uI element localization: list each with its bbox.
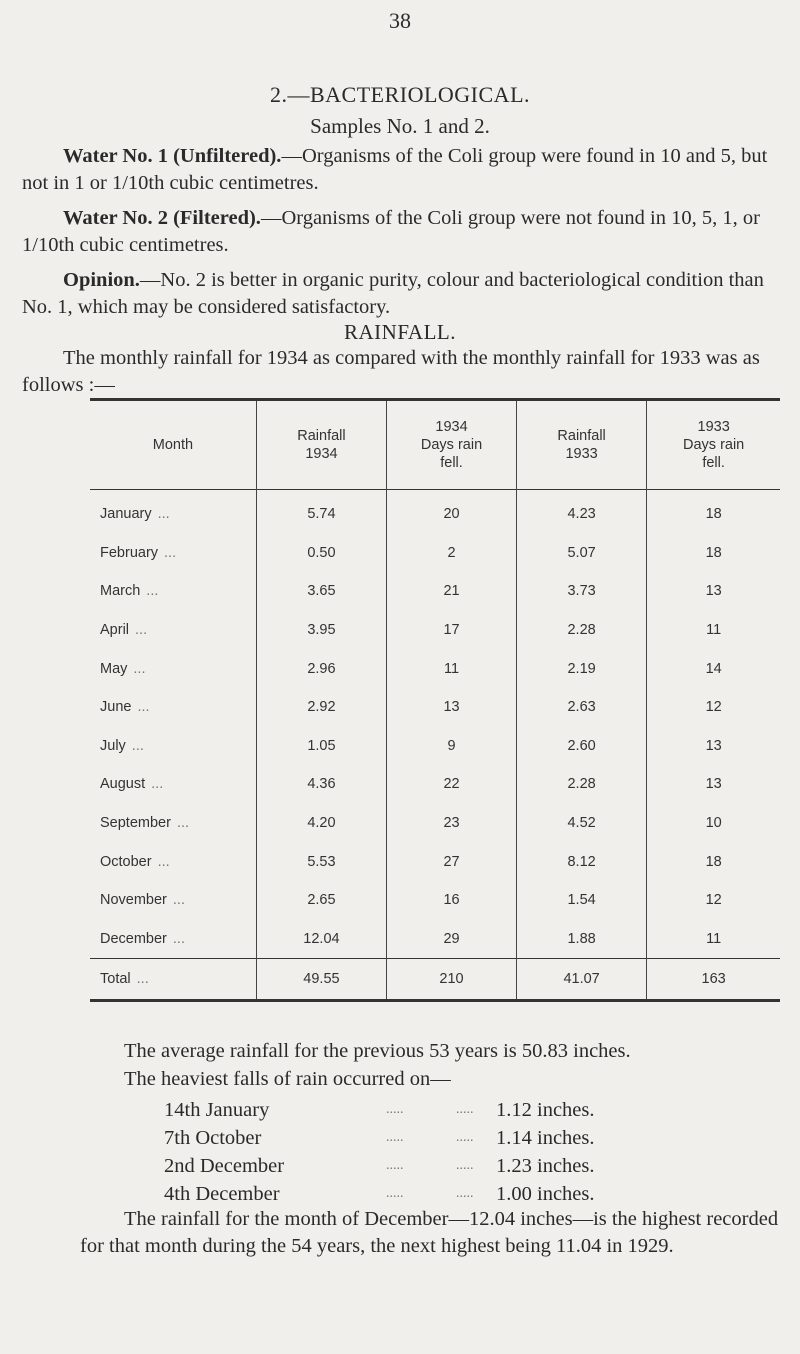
- days-1933: 12: [647, 881, 780, 920]
- month-name: November: [100, 892, 167, 909]
- table-row: [90, 490, 780, 534]
- days-1933: 13: [647, 572, 780, 611]
- row-month: [90, 881, 256, 920]
- days-1933: 12: [647, 688, 780, 727]
- rainfall-1934: 4.36: [256, 765, 386, 804]
- rainfall-1934: 5.53: [256, 842, 386, 881]
- table-row: [90, 572, 780, 611]
- opinion-paragraph: [22, 267, 788, 321]
- days-1934: 2: [387, 534, 517, 573]
- fall-date: 2nd December: [164, 1155, 285, 1177]
- rainfall-intro: [22, 345, 788, 399]
- rainfall-1934: 4.20: [256, 804, 386, 843]
- leader-dots: ...: [176, 815, 190, 832]
- leader-dots: .....: [386, 1130, 404, 1145]
- row-month: [90, 611, 256, 650]
- table-row: [90, 727, 780, 766]
- days-1933: 13: [647, 765, 780, 804]
- rainfall-1934: 12.04: [256, 920, 386, 959]
- leader-dots: ...: [164, 544, 177, 561]
- days-1934: 9: [387, 727, 517, 766]
- row-month: [90, 765, 256, 804]
- month-name: September: [100, 815, 171, 832]
- leader-dots: ...: [172, 930, 185, 947]
- total-rainfall-1934: 49.55: [256, 959, 386, 1001]
- leader-dots: ...: [172, 892, 185, 909]
- leader-dots: ...: [135, 622, 148, 639]
- rainfall-table-container: [90, 398, 780, 1002]
- leader-dots: ...: [157, 853, 170, 870]
- month-name: December: [100, 930, 167, 947]
- total-label-text: Total: [100, 971, 131, 988]
- header-rainfall-1933: Rainfall 1933: [516, 400, 646, 490]
- fall-date: 14th January: [164, 1099, 270, 1121]
- rainfall-1933: 2.60: [516, 727, 646, 766]
- fall-value: 1.00 inches.: [496, 1183, 595, 1205]
- list-item: [164, 1152, 704, 1180]
- leader-dots: .....: [386, 1158, 404, 1173]
- days-1934: 29: [387, 920, 517, 959]
- days-1934: 21: [387, 572, 517, 611]
- days-1934: 11: [387, 649, 517, 688]
- days-1934: 17: [387, 611, 517, 650]
- days-1934: 20: [387, 490, 517, 534]
- list-item: [164, 1096, 704, 1124]
- rainfall-1933: 1.88: [516, 920, 646, 959]
- table-row: [90, 804, 780, 843]
- list-item: [164, 1124, 704, 1152]
- days-1933: 10: [647, 804, 780, 843]
- days-1933: 13: [647, 727, 780, 766]
- rainfall-1933: 8.12: [516, 842, 646, 881]
- table-row: [90, 534, 780, 573]
- rainfall-1934: 1.05: [256, 727, 386, 766]
- page-number: 38: [389, 8, 411, 33]
- list-item: [164, 1180, 704, 1208]
- leader-dots: ...: [146, 583, 159, 600]
- days-1934: 13: [387, 688, 517, 727]
- leader-dots: ...: [131, 737, 144, 754]
- rainfall-1934: 2.92: [256, 688, 386, 727]
- fall-date: 4th December: [164, 1183, 280, 1205]
- header-rainfall-1934: Rainfall 1934: [256, 400, 386, 490]
- table-body: [90, 490, 780, 959]
- leader-dots: .....: [456, 1158, 474, 1173]
- rainfall-table: [90, 398, 780, 1002]
- month-name: August: [100, 776, 146, 793]
- month-name: June: [100, 699, 132, 716]
- days-1934: 22: [387, 765, 517, 804]
- water-2-text: —Organisms of the Coli group were not found in 10, 5, 1, or 1/10th cubic centimetres.: [22, 207, 760, 256]
- table-header-row: [90, 400, 780, 490]
- rainfall-1934: 3.95: [256, 611, 386, 650]
- header-days-1934: 1934 Days rain fell.: [387, 400, 517, 490]
- row-month: [90, 804, 256, 843]
- rainfall-1933: 4.52: [516, 804, 646, 843]
- table-total-row: [90, 959, 780, 1001]
- table-row: [90, 611, 780, 650]
- days-1934: 27: [387, 842, 517, 881]
- average-rainfall-text: The average rainfall for the previous 53 years is 50.83 inches.: [124, 1040, 631, 1062]
- rainfall-1933: 1.54: [516, 881, 646, 920]
- total-days-1933: 163: [647, 959, 780, 1001]
- leader-dots: ...: [157, 506, 170, 523]
- header-days-1933: 1933 Days rain fell.: [647, 400, 780, 490]
- row-month: [90, 842, 256, 881]
- rainfall-1934: 2.65: [256, 881, 386, 920]
- rainfall-1934: 3.65: [256, 572, 386, 611]
- rainfall-1933: 3.73: [516, 572, 646, 611]
- rainfall-1933: 5.07: [516, 534, 646, 573]
- table-row: [90, 920, 780, 959]
- rainfall-title: RAINFALL.: [343, 320, 457, 344]
- total-rainfall-1933: 41.07: [516, 959, 646, 1001]
- rainfall-1934: 5.74: [256, 490, 386, 534]
- month-name: May: [100, 660, 128, 677]
- fall-value: 1.23 inches.: [496, 1155, 595, 1177]
- days-1933: 18: [647, 534, 780, 573]
- table-row: [90, 649, 780, 688]
- month-name: March: [100, 583, 141, 600]
- row-month: [90, 688, 256, 727]
- water-1-text: —Organisms of the Coli group were found in 10 and 5, but not in 1 or 1/10th cubic centimetres.: [22, 145, 768, 194]
- days-1933: 14: [647, 649, 780, 688]
- rainfall-1933: 2.28: [516, 611, 646, 650]
- fall-value: 1.14 inches.: [496, 1127, 595, 1149]
- opinion-label: Opinion.: [63, 269, 140, 291]
- table-row: [90, 842, 780, 881]
- water-1-paragraph: [22, 143, 788, 197]
- leader-dots: ...: [133, 660, 146, 677]
- rainfall-1933: 4.23: [516, 490, 646, 534]
- leader-dots: ...: [151, 776, 164, 793]
- month-name: October: [100, 853, 152, 870]
- leader-dots: .....: [386, 1186, 404, 1201]
- days-1933: 11: [647, 611, 780, 650]
- rainfall-1933: 2.28: [516, 765, 646, 804]
- table-row: [90, 765, 780, 804]
- leader-dots: ...: [137, 699, 150, 716]
- section-title: 2.—BACTERIOLOGICAL.: [269, 82, 531, 107]
- rainfall-1933: 2.19: [516, 649, 646, 688]
- row-month: [90, 572, 256, 611]
- leader-dots: ...: [136, 971, 149, 988]
- total-days-1934: 210: [387, 959, 517, 1001]
- month-name: July: [100, 737, 126, 754]
- row-month: [90, 727, 256, 766]
- rainfall-1934: 0.50: [256, 534, 386, 573]
- heaviest-falls-intro: The heaviest falls of rain occurred on—: [124, 1068, 451, 1090]
- rainfall-intro-text: The monthly rainfall for 1934 as compared with the monthly rainfall for 1933 was as follows :—: [22, 347, 760, 396]
- header-month: Month: [152, 437, 194, 453]
- month-name: February: [100, 544, 159, 561]
- fall-date: 7th October: [164, 1127, 262, 1149]
- rainfall-1934: 2.96: [256, 649, 386, 688]
- row-month: [90, 490, 256, 534]
- closing-paragraph: The rainfall for the month of December—12.04 inches—is the highest recorded for that month during the 54 years, the next highest being 11.04 in 1929.: [80, 1208, 779, 1257]
- opinion-text: —No. 2 is better in organic purity, colour and bacteriological condition than No. 1, which may be considered satisfactory.: [22, 269, 764, 318]
- days-1934: 23: [387, 804, 517, 843]
- month-name: April: [100, 622, 130, 639]
- month-name: January: [100, 506, 152, 523]
- fall-value: 1.12 inches.: [496, 1099, 595, 1121]
- table-row: [90, 881, 780, 920]
- row-month: [90, 534, 256, 573]
- water-1-label: Water No. 1 (Unfiltered).: [63, 145, 282, 167]
- days-1933: 11: [647, 920, 780, 959]
- heaviest-falls-list: [164, 1096, 704, 1208]
- days-1933: 18: [647, 842, 780, 881]
- samples-subtitle: Samples No. 1 and 2.: [310, 114, 490, 138]
- water-2-label: Water No. 2 (Filtered).: [63, 207, 261, 229]
- leader-dots: .....: [456, 1130, 474, 1145]
- table-row: [90, 688, 780, 727]
- row-month: [90, 649, 256, 688]
- days-1934: 16: [387, 881, 517, 920]
- leader-dots: .....: [456, 1186, 474, 1201]
- total-label: [90, 959, 256, 1001]
- rainfall-1933: 2.63: [516, 688, 646, 727]
- leader-dots: .....: [456, 1102, 474, 1117]
- water-2-paragraph: [22, 205, 788, 259]
- row-month: [90, 920, 256, 959]
- leader-dots: .....: [386, 1102, 404, 1117]
- days-1933: 18: [647, 490, 780, 534]
